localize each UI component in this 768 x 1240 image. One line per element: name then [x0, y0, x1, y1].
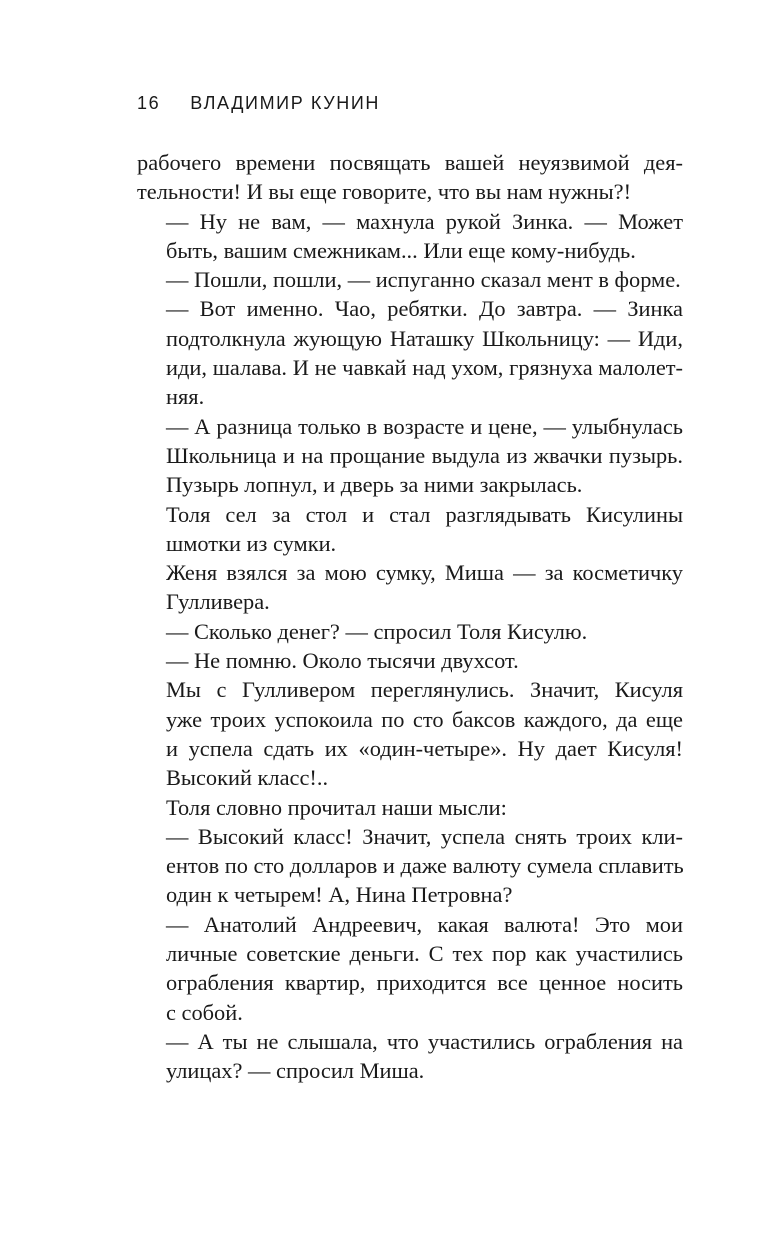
text-line: — Сколько денег? — спросил Толя Кисулю.: [166, 618, 588, 644]
text-line: Толя сел за стол и стал разглядывать Кисулины: [166, 501, 683, 527]
paragraph: [137, 910, 683, 1027]
paragraph: [137, 822, 683, 910]
text-line: шмотки из сумки.: [166, 530, 337, 556]
text-line: быть, вашим смежникам... Или еще кому-нибудь.: [166, 237, 636, 263]
paragraph: [137, 207, 683, 266]
text-line: няя.: [166, 384, 205, 410]
text-line: — Не помню. Около тысячи двухсот.: [166, 648, 519, 674]
text-line: тельности! И вы еще говорите, что вы нам нужны?!: [137, 179, 632, 205]
text-line: Женя взялся за мою сумку, Миша — за косметичку: [166, 560, 683, 586]
text-line: Высокий класс!..: [166, 765, 329, 791]
paragraph: [137, 1027, 683, 1086]
paragraph: [137, 294, 683, 411]
text-line: и успела сдать их «один-четыре». Ну дает Кисуля!: [166, 735, 683, 761]
text-line: Гулливера.: [166, 589, 270, 615]
text-line: подтолкнула жующую Наташку Школьницу: — Иди,: [166, 325, 683, 351]
text-line: Мы с Гулливером переглянулись. Значит, Кисуля: [166, 677, 683, 703]
text-line: — Ну не вам, — махнула рукой Зинка. — Может: [166, 208, 683, 234]
text-line: — Анатолий Андреевич, какая валюта! Это мои: [166, 911, 683, 937]
text-line: — А разница только в возрасте и цене, — улыбнулась: [166, 413, 683, 439]
text-line: — Пошли, пошли, — испуганно сказал мент в форме.: [166, 267, 681, 293]
paragraph: [137, 617, 683, 646]
text-line: иди, шалава. И не чавкай над ухом, грязнуха малолет-: [166, 355, 683, 381]
paragraph: [137, 558, 683, 617]
paragraph: [137, 412, 683, 500]
text-line: с собой.: [166, 999, 243, 1025]
text-line: ограбления квартир, приходится все ценное носить: [166, 970, 683, 996]
running-header-author: ВЛАДИМИР КУНИН: [190, 93, 380, 113]
paragraph: [137, 500, 683, 559]
text-line: — Высокий класс! Значит, успела снять троих кли-: [166, 823, 683, 849]
text-line: — А ты не слышала, что участились ограбления на: [166, 1028, 683, 1054]
text-line: — Вот именно. Чао, ребятки. До завтра. — Зинка: [166, 296, 683, 322]
text-line: Толя словно прочитал наши мысли:: [166, 794, 507, 820]
text-line: улицах? — спросил Миша.: [166, 1058, 425, 1084]
paragraph: [137, 646, 683, 675]
running-header: [137, 93, 380, 114]
text-line: рабочего времени посвящать вашей неуязвимой дея-: [137, 150, 683, 175]
paragraph: [137, 675, 683, 792]
body-text: [137, 148, 683, 1086]
text-line: ентов по сто долларов и даже валюту сумела сплавить: [166, 853, 684, 879]
text-line: один к четырем! А, Нина Петровна?: [166, 882, 513, 908]
paragraph: [137, 148, 683, 207]
text-line: личные советские деньги. С тех пор как участились: [166, 941, 683, 967]
text-line: Школьница и на прощание выдула из жвачки пузырь.: [166, 442, 683, 468]
text-line: Пузырь лопнул, и дверь за ними закрылась.: [166, 472, 583, 498]
page-number: 16: [137, 93, 161, 113]
text-line: уже троих успокоила по сто баксов каждого, да еще: [166, 706, 683, 732]
paragraph: [137, 793, 683, 822]
paragraph: [137, 265, 683, 294]
